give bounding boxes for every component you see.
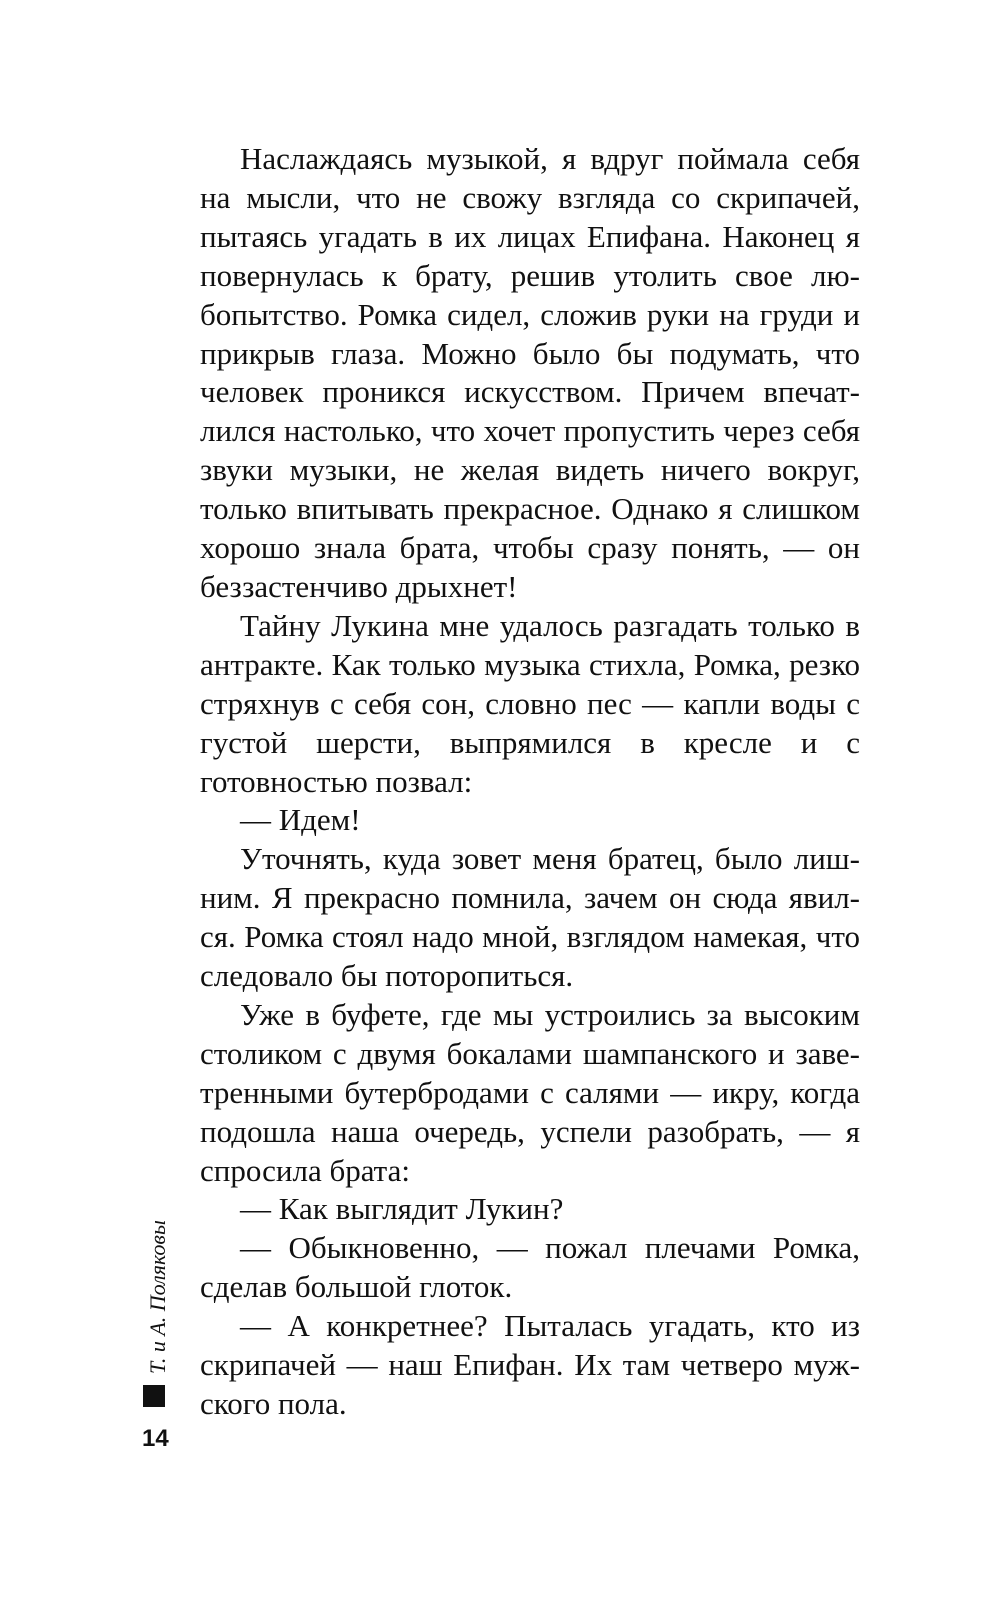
paragraph: — А конкретнее? Пыталась угадать, кто из скрипачей — наш Епифан. Их там четверо мужского пола.	[200, 1308, 860, 1421]
paragraph: — Обыкновенно, — пожал плечами Ромка, сделав большой глоток.	[200, 1230, 860, 1305]
paragraph: — Идем!	[240, 802, 361, 838]
paragraph: — Как выглядит Лукин?	[240, 1191, 564, 1227]
running-head-marker	[143, 1385, 165, 1407]
paragraph: Уточнять, куда зовет меня братец, было лишним. Я прекрасно помнила, зачем он сюда явился. Ромка стоял надо мной, взглядом намекая, что следовало бы поторопиться.	[200, 841, 860, 994]
paragraph: Наслаждаясь музыкой, я вдруг поймала себя на мысли, что не свожу взгляда со скрипачей, пытаясь угадать в их лицах Епифана. Наконец я повернулась к брату, решив утолить свое любопытство. Ромка сидел, сложив руки на груди и прикрыв глаза. Можно было бы подумать, что человек проникся искусством. Причем впечатлился настолько, что хочет пропустить через себя звуки музыки, не желая видеть ничего вокруг, только впитывать прекрасное. Однако я слишком хорошо знала брата, чтобы сразу понять, — он беззастенчиво дрыхнет!	[200, 141, 860, 604]
page-number: 14	[142, 1425, 169, 1452]
running-head-author: Т. и А. Поляковы	[145, 1220, 170, 1374]
body-text	[200, 140, 860, 1424]
paragraph: Уже в буфете, где мы устроились за высоким столиком с двумя бокалами шампанского и заветренными бутербродами с салями — икру, когда подошла наша очередь, успели разобрать, — я спросила брата:	[200, 996, 860, 1188]
paragraph: Тайну Лукина мне удалось разгадать только в антракте. Как только музыка стихла, Ромка, резко стряхнув с себя сон, словно пес — капли воды с густой шерсти, выпрямился в кресле и с готовностью позвал:	[200, 607, 860, 799]
